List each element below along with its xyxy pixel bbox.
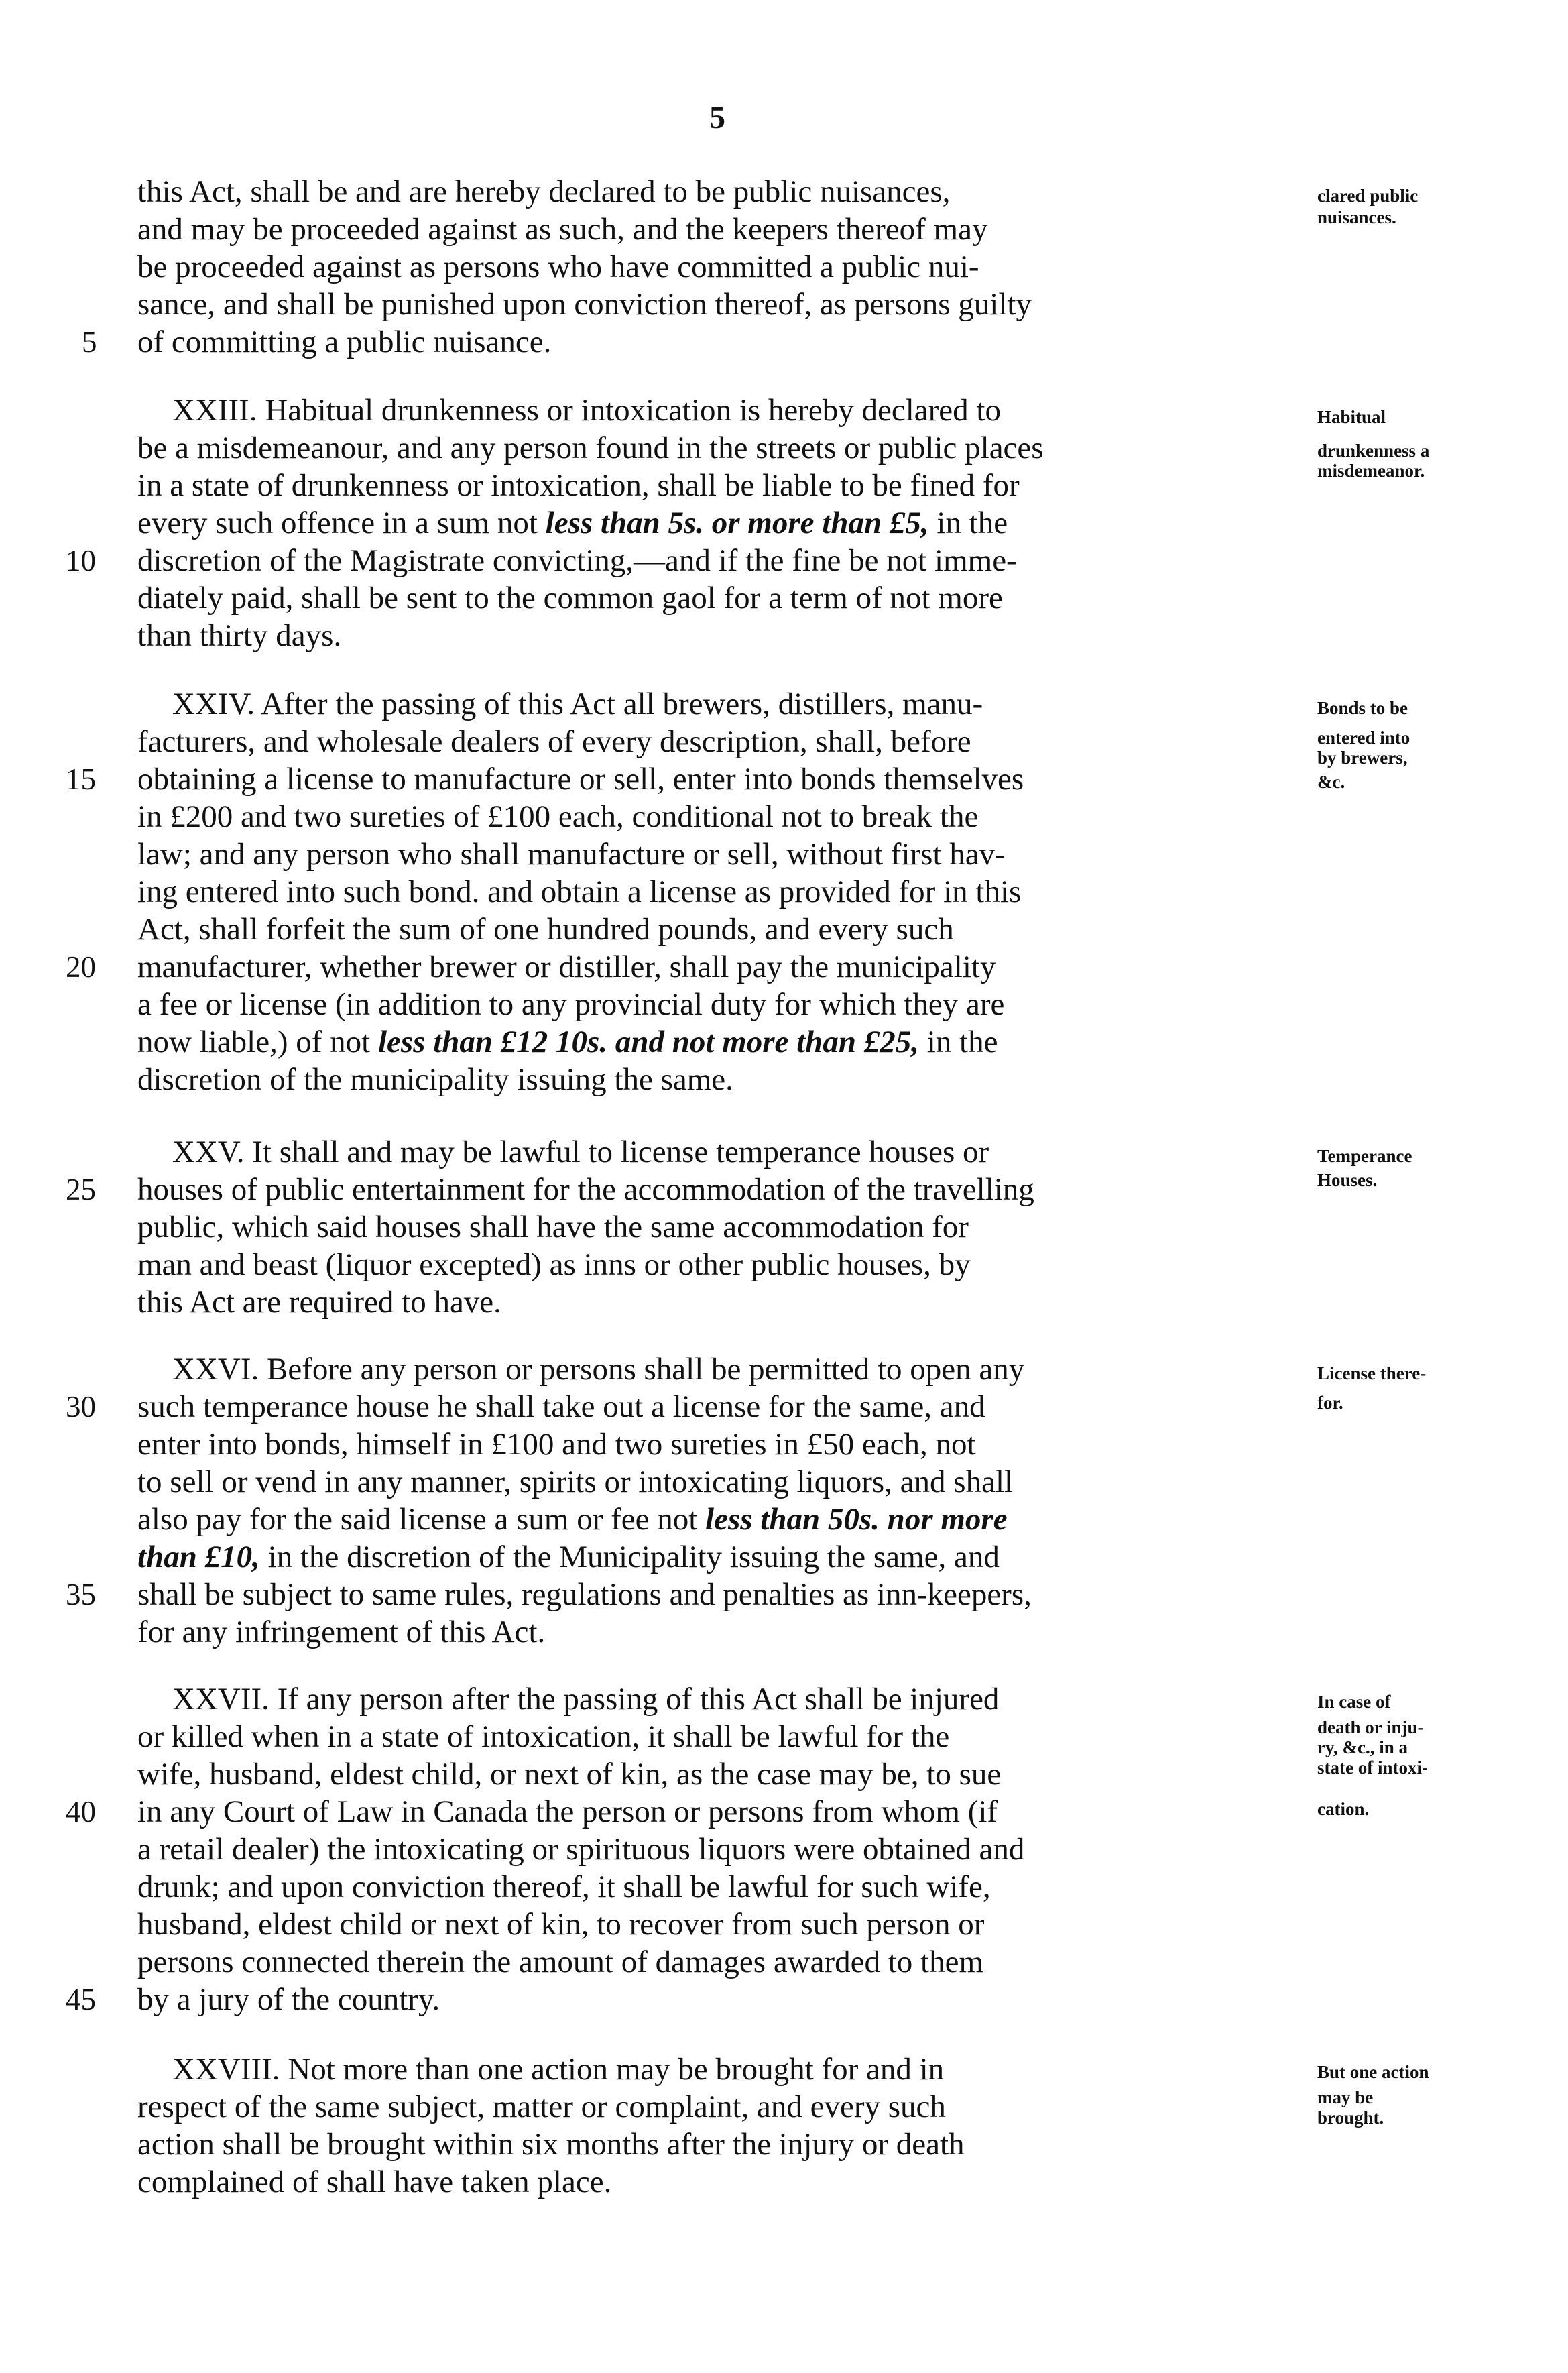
text-line: complained of shall have taken place.	[137, 2164, 612, 2199]
text-line: ing entered into such bond. and obtain a license as provided for in this	[137, 874, 1022, 909]
text-line: for any infringement of this Act.	[137, 1615, 546, 1649]
text-line	[137, 504, 1304, 542]
text-line	[137, 1501, 1304, 1538]
text-line: XXIII. Habitual drunkenness or intoxication is hereby declared to	[172, 393, 1001, 428]
margin-note: death or inju-	[1317, 1717, 1424, 1737]
text-line: this Act are required to have.	[137, 1285, 501, 1320]
text-run: in the discretion of the Municipality issuing the same, and	[259, 1540, 1000, 1574]
margin-note: for.	[1317, 1393, 1343, 1413]
text-line: action shall be brought within six months after the injury or death	[137, 2127, 965, 2162]
text-line: this Act, shall be and are hereby declared to be public nuisances,	[137, 174, 951, 209]
text-line: by a jury of the country.	[137, 1982, 440, 2017]
margin-note: Habitual	[1317, 407, 1386, 427]
text-line: enter into bonds, himself in £100 and two sureties in £50 each, not	[137, 1427, 976, 1462]
margin-note: by brewers,	[1317, 748, 1408, 768]
margin-note: Temperance	[1317, 1146, 1412, 1166]
margin-note: But one action	[1317, 2062, 1429, 2082]
text-line: and may be proceeded against as such, and the keepers thereof may	[137, 212, 988, 247]
line-number: 40	[66, 1795, 96, 1829]
text-line: XXVIII. Not more than one action may be brought for and in	[172, 2052, 945, 2087]
margin-note: &c.	[1317, 772, 1345, 792]
text-line: discretion of the Magistrate convicting,—and if the fine be not imme-	[137, 543, 1017, 578]
text-line: in £200 and two sureties of £100 each, conditional not to break the	[137, 799, 979, 834]
text-line: in any Court of Law in Canada the person or persons from whom (if	[137, 1794, 998, 1829]
text-line: public, which said houses shall have the same accommodation for	[137, 1210, 969, 1245]
text-line: respect of the same subject, matter or complaint, and every such	[137, 2089, 946, 2124]
emphasis-run: than £10,	[137, 1540, 260, 1574]
margin-note: cation.	[1317, 1799, 1370, 1819]
margin-note: drunkenness a	[1317, 441, 1430, 461]
line-number: 35	[66, 1578, 96, 1611]
text-line: houses of public entertainment for the accommodation of the travelling	[137, 1172, 1034, 1207]
line-number: 15	[66, 762, 96, 796]
margin-note: Bonds to be	[1317, 698, 1408, 718]
text-line: than thirty days.	[137, 618, 342, 653]
line-number: 30	[66, 1390, 96, 1424]
text-line: XXV. It shall and may be lawful to license temperance houses or	[172, 1135, 989, 1169]
margin-note: ry, &c., in a	[1317, 1737, 1408, 1757]
text-line: Act, shall forfeit the sum of one hundred pounds, and every such	[137, 912, 954, 947]
text-line: such temperance house he shall take out a license for the same, and	[137, 1389, 985, 1424]
page-number: 5	[709, 100, 725, 135]
text-line: law; and any person who shall manufacture or sell, without first hav-	[137, 837, 1006, 872]
text-line: discretion of the municipality issuing the same.	[137, 1062, 733, 1097]
text-line: persons connected therein the amount of damages awarded to them	[137, 1945, 984, 1979]
text-line: in a state of drunkenness or intoxication, shall be liable to be fined for	[137, 468, 1020, 503]
text-line: to sell or vend in any manner, spirits or intoxicating liquors, and shall	[137, 1464, 1014, 1499]
text-line: sance, and shall be punished upon conviction thereof, as persons guilty	[137, 287, 1032, 322]
text-line: wife, husband, eldest child, or next of kin, as the case may be, to sue	[137, 1757, 1002, 1792]
margin-note: misdemeanor.	[1317, 461, 1425, 481]
text-line: be a misdemeanour, and any person found in the streets or public places	[137, 430, 1044, 465]
text-line: of committing a public nuisance.	[137, 325, 552, 359]
text-line: or killed when in a state of intoxication, it shall be lawful for the	[137, 1719, 950, 1754]
line-number: 5	[82, 325, 97, 359]
text-run: in the	[918, 1025, 998, 1059]
margin-note: state of intoxi-	[1317, 1757, 1428, 1778]
line-number: 10	[66, 544, 96, 577]
text-run: also pay for the said license a sum or fee not	[137, 1502, 706, 1537]
margin-note: entered into	[1317, 728, 1410, 748]
text-line: diately paid, shall be sent to the common gaol for a term of not more	[137, 581, 1003, 616]
margin-note: clared public	[1317, 186, 1419, 206]
margin-note: may be	[1317, 2087, 1374, 2107]
text-line: be proceeded against as persons who have committed a public nui-	[137, 249, 979, 284]
margin-note: Houses.	[1317, 1170, 1378, 1190]
text-line: obtaining a license to manufacture or sell, enter into bonds themselves	[137, 762, 1024, 797]
emphasis-run: less than 5s. or more than £5,	[545, 506, 929, 540]
line-number: 20	[66, 950, 96, 984]
text-line: a retail dealer) the intoxicating or spirituous liquors were obtained and	[137, 1832, 1025, 1867]
line-number: 25	[66, 1173, 96, 1206]
line-number: 45	[66, 1983, 96, 2016]
text-run: in the	[928, 506, 1008, 540]
text-run: every such offence in a sum not	[137, 506, 546, 540]
text-line: XXIV. After the passing of this Act all brewers, distillers, manu-	[172, 687, 983, 721]
margin-note: brought.	[1317, 2107, 1384, 2128]
text-line: manufacturer, whether brewer or distiller, shall pay the municipality	[137, 949, 996, 984]
text-line	[137, 1538, 1304, 1576]
text-line: shall be subject to same rules, regulations and penalties as inn-keepers,	[137, 1577, 1032, 1612]
emphasis-run: less than 50s. nor more	[705, 1502, 1008, 1537]
text-line: man and beast (liquor excepted) as inns or other public houses, by	[137, 1247, 971, 1282]
text-line: facturers, and wholesale dealers of every description, shall, before	[137, 724, 971, 759]
text-line: drunk; and upon conviction thereof, it shall be lawful for such wife,	[137, 1869, 991, 1904]
text-line	[137, 1023, 1304, 1061]
text-line: a fee or license (in addition to any provincial duty for which they are	[137, 987, 1005, 1022]
margin-note: In case of	[1317, 1692, 1391, 1712]
text-line: husband, eldest child or next of kin, to recover from such person or	[137, 1907, 985, 1942]
margin-note: License there-	[1317, 1363, 1427, 1383]
text-line: XXVII. If any person after the passing of this Act shall be injured	[172, 1682, 1000, 1717]
text-line: XXVI. Before any person or persons shall be permitted to open any	[172, 1352, 1025, 1387]
margin-note: nuisances.	[1317, 207, 1396, 227]
text-run: now liable,) of not	[137, 1025, 378, 1059]
emphasis-run: less than £12 10s. and not more than £25,	[377, 1025, 919, 1059]
